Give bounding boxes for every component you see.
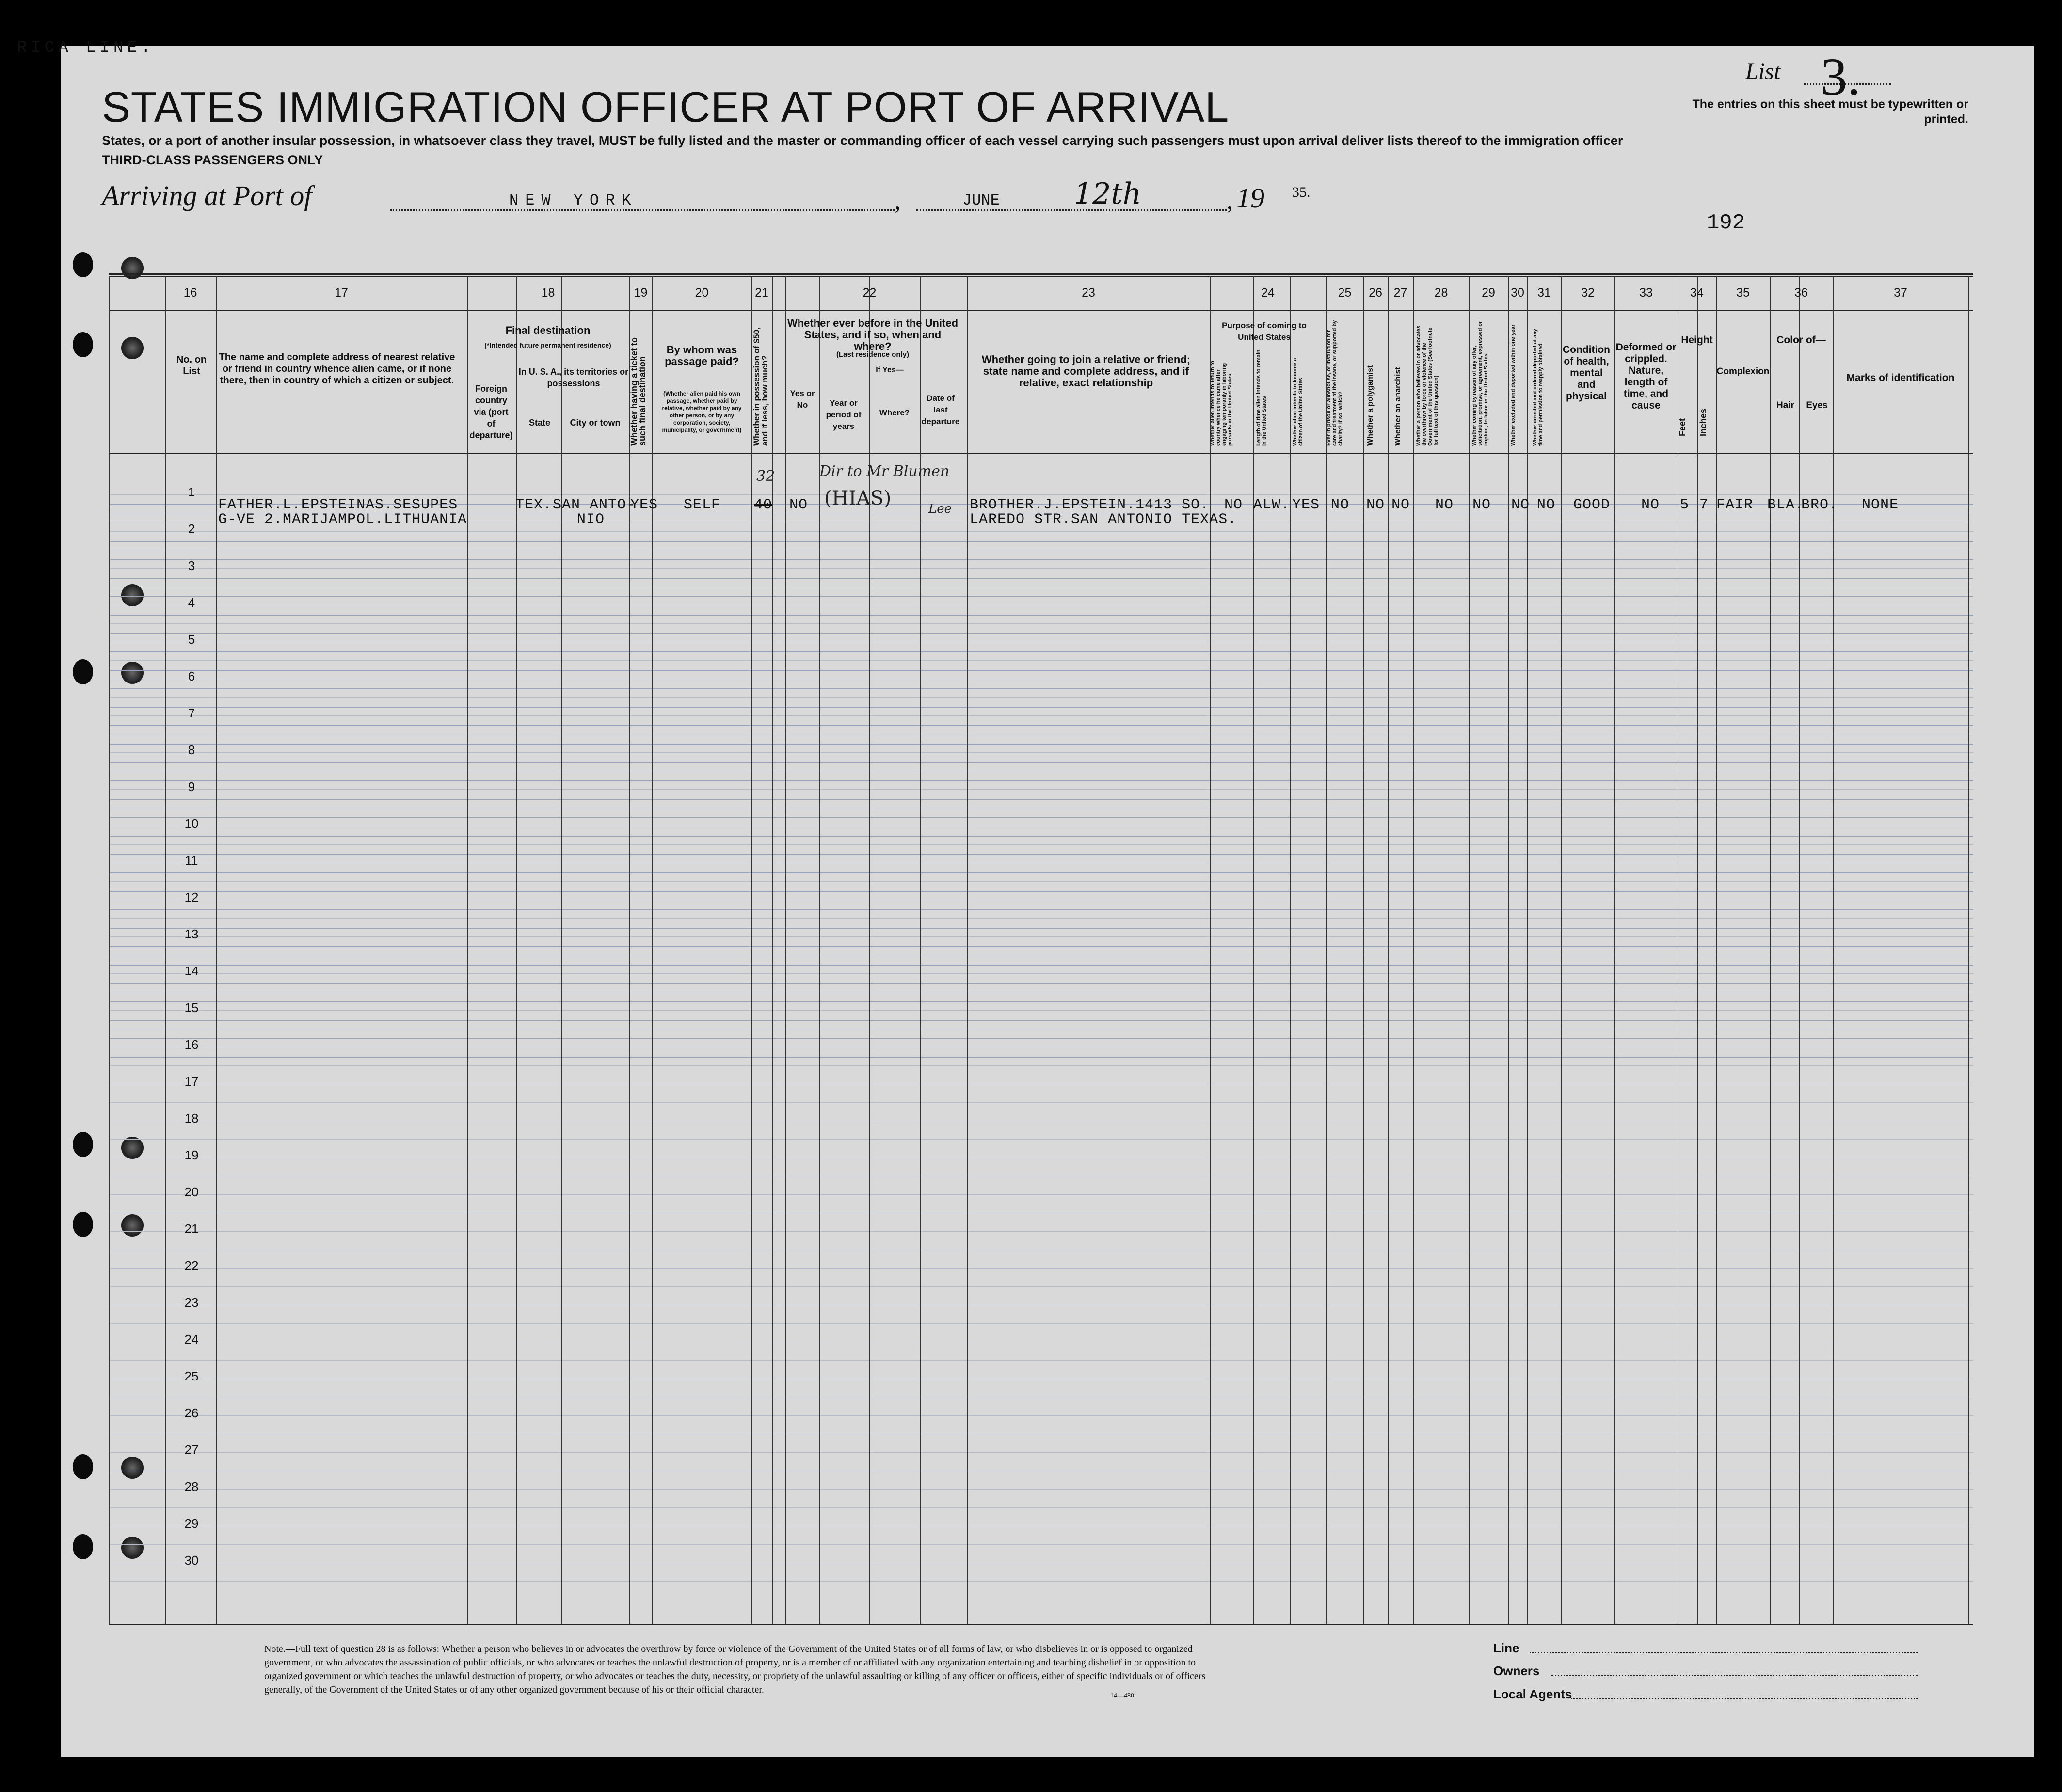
column-number: 31 bbox=[1537, 286, 1551, 300]
sheet-instructions: The entries on this sheet must be typewritten or printed. bbox=[1692, 97, 1968, 126]
relative-address-line1: FATHER.L.EPSTEINAS.SESUPES bbox=[218, 497, 458, 513]
col22-year: Year or period of years bbox=[826, 398, 862, 431]
arrival-day: 12th bbox=[1074, 177, 1142, 211]
passenger-class: THIRD-CLASS PASSENGERS ONLY bbox=[102, 153, 323, 167]
before-in-us: NO bbox=[789, 497, 808, 513]
passage-paid-by: SELF bbox=[684, 497, 721, 513]
col36-hair: Hair bbox=[1776, 400, 1794, 411]
return-answer: NO bbox=[1224, 497, 1243, 513]
col22-header: Whether ever before in the United States, and if so, when and where? bbox=[787, 317, 959, 352]
col28-header: Whether a person who believes in or advocates the overthrow by force or violence of the Government of the United States (See footnote for full text of this question) bbox=[1416, 325, 1439, 446]
arrival-month: JUNE bbox=[962, 191, 1000, 209]
col30-header: Whether excluded and deported within one year bbox=[1510, 324, 1516, 446]
col21-header: Whether in possession of $50, and if less, how much? bbox=[752, 327, 769, 446]
col24-return: Whether alien intends to return to country whence he came after engaging temporarily in laboring pursuits in the United States bbox=[1210, 360, 1233, 446]
col18-state: State bbox=[528, 418, 550, 428]
arriving-label: Arriving at Port of bbox=[102, 180, 312, 211]
punch-hole bbox=[121, 1537, 144, 1559]
anarchist-answer: NO bbox=[1391, 497, 1410, 513]
row-number: 11 bbox=[185, 853, 198, 868]
col34-inches: Inches bbox=[1698, 408, 1708, 436]
punch-hole bbox=[121, 662, 144, 684]
row-number: 16 bbox=[184, 1037, 199, 1052]
height-feet: 5 bbox=[1680, 497, 1690, 513]
column-number: 29 bbox=[1482, 286, 1495, 300]
row-number: 23 bbox=[184, 1295, 199, 1310]
col18-subheader: (*Intended future permanent residence) bbox=[484, 341, 611, 349]
column-number: 17 bbox=[335, 286, 348, 300]
row-number: 27 bbox=[184, 1443, 199, 1457]
ticket-answer: YES bbox=[630, 497, 658, 513]
row-number: 20 bbox=[184, 1185, 199, 1199]
row-number: 28 bbox=[184, 1479, 199, 1494]
complexion-answer: FAIR bbox=[1716, 497, 1754, 513]
col26-header: Whether a polygamist bbox=[1366, 365, 1375, 446]
row-number: 21 bbox=[184, 1221, 199, 1236]
row-number: 6 bbox=[188, 669, 195, 683]
owners-label: Owners bbox=[1493, 1664, 1540, 1678]
row-number: 25 bbox=[184, 1369, 199, 1383]
citizen-answer: YES bbox=[1292, 497, 1320, 513]
column-number: 36 bbox=[1794, 286, 1808, 300]
row-number: 8 bbox=[188, 743, 195, 757]
punch-hole bbox=[121, 1457, 144, 1479]
steamship-line-fragment: RICA LINE. bbox=[17, 39, 155, 57]
column-number: 22 bbox=[863, 286, 877, 300]
row-number: 17 bbox=[184, 1074, 199, 1089]
col18-foreign: Foreign country via (port of departure) bbox=[469, 384, 513, 440]
deformed-answer: NO bbox=[1641, 497, 1660, 513]
col22-date: Date of last departure bbox=[921, 394, 960, 426]
manifest-sheet bbox=[61, 46, 2034, 1757]
column-number: 21 bbox=[755, 286, 768, 300]
col18-city: City or town bbox=[570, 418, 621, 428]
destination-city-line1: SAN ANTO- bbox=[553, 497, 636, 513]
destination-city-line2: NIO bbox=[577, 511, 605, 528]
row-number: 4 bbox=[188, 595, 195, 610]
polygamist-answer: NO bbox=[1366, 497, 1385, 513]
col24-header: Purpose of coming to United States bbox=[1222, 321, 1307, 342]
punch-hole bbox=[121, 1137, 144, 1159]
row-number: 3 bbox=[188, 558, 195, 573]
joining-line2: LAREDO STR.SAN ANTONIO TEXAS. bbox=[970, 511, 1237, 528]
col36-header: Color of— bbox=[1776, 334, 1826, 346]
identification-marks: NONE bbox=[1862, 497, 1899, 513]
col33-header: Deformed or crippled. Nature, length of time, and cause bbox=[1615, 342, 1677, 411]
col34-feet: Feet bbox=[1678, 418, 1687, 436]
column-number: 27 bbox=[1393, 286, 1407, 300]
destination-state: TEX. bbox=[515, 497, 553, 513]
handwritten-note-2: (HIAS) bbox=[824, 487, 892, 509]
height-inches: 7 bbox=[1699, 497, 1709, 513]
year-prefix: 19 bbox=[1236, 182, 1264, 214]
punch-hole bbox=[73, 1132, 93, 1157]
punch-hole bbox=[121, 337, 144, 359]
list-label: List bbox=[1745, 59, 1781, 84]
row-number: 15 bbox=[184, 1000, 199, 1015]
page-title: STATES IMMIGRATION OFFICER AT PORT OF ARRIVAL bbox=[102, 83, 1230, 131]
page-subtitle: States, or a port of another insular possession, in whatsoever class they travel, MUST be fully listed and the master or commanding officer of each vessel carrying such passengers must upon arrival deliver lists thereof to the immigration officer bbox=[102, 133, 1623, 148]
hair-color: BLA. bbox=[1767, 497, 1805, 513]
col29-header: Whether coming by reason of any offer, solicitation, promise, or agreement, expressed or implied, to labor in the United States bbox=[1471, 321, 1489, 446]
list-number: 3. bbox=[1821, 47, 1861, 106]
form-number: 14—480 bbox=[1110, 1692, 1134, 1699]
overthrow-answer: NO bbox=[1435, 497, 1454, 513]
deported-answer: NO bbox=[1537, 497, 1556, 513]
row-number: 22 bbox=[184, 1258, 199, 1273]
column-number: 23 bbox=[1082, 286, 1095, 300]
column-number: 19 bbox=[634, 286, 648, 300]
col25-header: Ever in prison or almshouse, or institution for care and treatment of the insane, or supported by charity? If so, which? bbox=[1326, 320, 1343, 446]
col23-header: Whether going to join a relative or friend; state name and complete address, and if relative, exact relationship bbox=[981, 353, 1191, 389]
column-number: 25 bbox=[1338, 286, 1352, 300]
line-label: Line bbox=[1493, 1641, 1519, 1655]
col37-header: Marks of identification bbox=[1846, 372, 1955, 383]
col32-header: Condition of health, mental and physical bbox=[1563, 344, 1610, 402]
col34-header: Height bbox=[1681, 334, 1713, 346]
col27-header: Whether an anarchist bbox=[1394, 367, 1402, 446]
col18-header: Final destination bbox=[505, 324, 591, 336]
row-number: 10 bbox=[184, 816, 199, 831]
col20-subheader: (Whether alien paid his own passage, whether paid by relative, whether paid by any other person, or by any corporation, society, municipality, or government) bbox=[662, 390, 742, 433]
punch-hole bbox=[73, 1212, 93, 1237]
col35-header: Complexion bbox=[1716, 366, 1770, 377]
row-number: 18 bbox=[184, 1111, 199, 1126]
length-of-stay: ALW. bbox=[1253, 497, 1291, 513]
money-written: 32 bbox=[756, 468, 775, 485]
relative-address-line2: G-VE 2.MARIJAMPOL.LITHUANIA bbox=[218, 511, 467, 528]
col31-header: Whether arrested and ordered deported at any time and permission to reapply obtained bbox=[1532, 328, 1544, 446]
punch-hole bbox=[121, 584, 144, 606]
col18-usa: In U. S. A., its territories or possessions bbox=[518, 367, 629, 388]
column-number: 33 bbox=[1639, 286, 1653, 300]
col36-eyes: Eyes bbox=[1806, 400, 1828, 411]
row-number: 7 bbox=[188, 706, 195, 720]
punch-hole bbox=[73, 659, 93, 684]
row-number: 30 bbox=[184, 1553, 199, 1568]
column-number: 35 bbox=[1736, 286, 1750, 300]
punch-hole bbox=[121, 1214, 144, 1237]
column-number: 24 bbox=[1261, 286, 1275, 300]
col17-header: The name and complete address of nearest relative or friend in country whence alien came, or if none there, then in country of which a citizen or subject. bbox=[219, 352, 455, 386]
column-number: 34 bbox=[1690, 286, 1704, 300]
column-number: 32 bbox=[1581, 286, 1595, 300]
row-number: 5 bbox=[188, 632, 195, 647]
row-number: 26 bbox=[184, 1406, 199, 1420]
column-number: 37 bbox=[1894, 286, 1907, 300]
punch-hole bbox=[73, 332, 93, 357]
excluded-answer: NO bbox=[1511, 497, 1530, 513]
column-number: 18 bbox=[541, 286, 555, 300]
col22-where: Where? bbox=[879, 408, 910, 417]
handwritten-note-3: Lee bbox=[928, 502, 952, 516]
row-number: 14 bbox=[184, 964, 199, 978]
row-number: 1 bbox=[188, 485, 195, 499]
handwritten-note-1: Dir to Mr Blumen bbox=[819, 463, 950, 480]
row-number: 19 bbox=[184, 1148, 199, 1162]
row-number: 13 bbox=[184, 927, 199, 941]
col16-header: No. on List bbox=[176, 354, 207, 377]
row-number: 9 bbox=[188, 779, 195, 794]
eye-color: BRO. bbox=[1801, 497, 1838, 513]
column-number: 26 bbox=[1369, 286, 1382, 300]
local-agents-label: Local Agents bbox=[1493, 1687, 1572, 1701]
health-answer: GOOD bbox=[1573, 497, 1611, 513]
col24-length: Length of time alien intends to remain in the United States bbox=[1256, 349, 1267, 446]
punch-hole bbox=[73, 1534, 93, 1559]
money-struck: 40 bbox=[754, 497, 773, 513]
joining-line1: BROTHER.J.EPSTEIN.1413 SO. bbox=[970, 497, 1210, 513]
row-number: 12 bbox=[184, 890, 199, 904]
labor-offer-answer: NO bbox=[1472, 497, 1491, 513]
column-number: 20 bbox=[695, 286, 709, 300]
page-number: 192 bbox=[1707, 211, 1745, 235]
punch-hole bbox=[73, 252, 93, 277]
punch-hole bbox=[73, 1454, 93, 1479]
col22-yesno: Yes or No bbox=[790, 389, 815, 410]
year-suffix: 35. bbox=[1292, 184, 1311, 200]
column-number: 28 bbox=[1434, 286, 1448, 300]
port-of-arrival: NEW YORK bbox=[509, 191, 638, 209]
row-number: 24 bbox=[184, 1332, 199, 1347]
row-number: 2 bbox=[188, 522, 195, 536]
column-number: 30 bbox=[1511, 286, 1524, 300]
col20-header: By whom was passage paid? bbox=[665, 344, 739, 367]
col24-citizen: Whether alien intends to become a citizen of the United States bbox=[1292, 358, 1304, 446]
prison-answer: NO bbox=[1331, 497, 1350, 513]
column-number: 16 bbox=[183, 286, 197, 300]
question-28-footnote: Note.—Full text of question 28 is as follows: Whether a person who believes in or advocates the overthrow by force or violence of the Government of the United States or of all forms of law, or who disbelieves in or is opposed to organized government, or who advocates the assassination of public officials, or who advocates or teaches the unlawful destruction of property, or is a member of or affiliated with any organization entertaining and teaching disbelief in or opposition to organized government or which teaches the unlawful destruction of property, or who advocates or teaches the duty, necessity, or propriety of the unlawful assaulting or killing of any officer or officers, either of specific individuals or of officers generally, of the Government of the United States or of any other organized government because of his or their official character. bbox=[264, 1644, 1206, 1695]
col19-header: Whether having a ticket to such final destination bbox=[629, 337, 647, 446]
row-number: 29 bbox=[184, 1516, 199, 1531]
col22-ifyes: If Yes— bbox=[876, 366, 904, 374]
col22-subheader: (Last residence only) bbox=[836, 350, 910, 359]
